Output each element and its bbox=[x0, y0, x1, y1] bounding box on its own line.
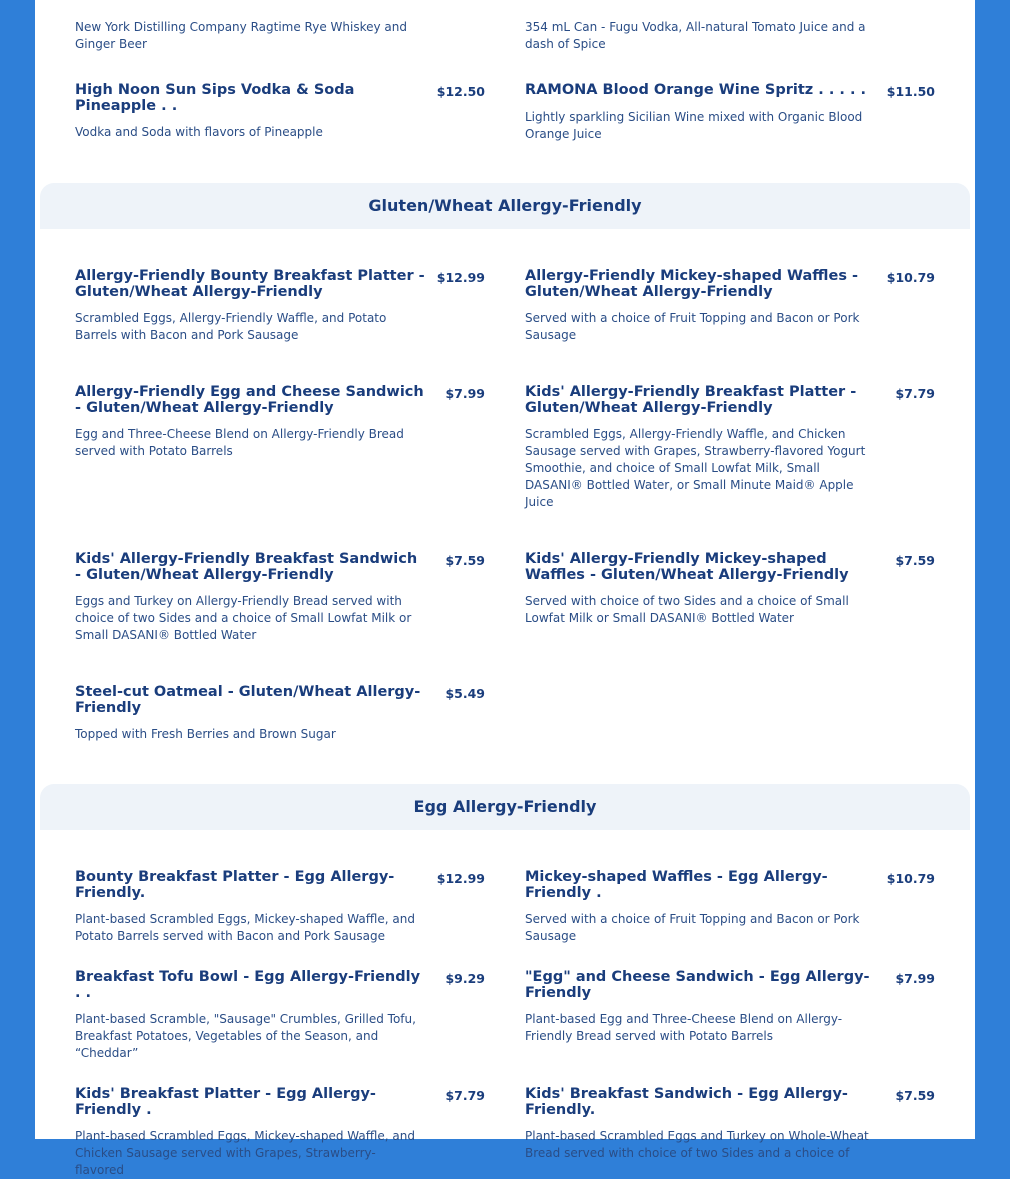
item-description: New York Distilling Company Ragtime Rye Whiskey and Ginger Beer bbox=[75, 20, 407, 51]
item-price: $7.79 bbox=[895, 386, 935, 401]
item-description: Plant-based Egg and Three-Cheese Blend on Allergy-Friendly Bread served with Potato Barrels bbox=[525, 1012, 843, 1043]
item-description: Served with a choice of Fruit Topping and Bacon or Pork Sausage bbox=[525, 912, 860, 943]
item-name: High Noon Sun Sips Vodka & Soda Pineapple . . bbox=[75, 82, 355, 114]
menu-item[interactable] bbox=[525, 268, 935, 344]
item-description: 354 mL Can - Fugu Vodka, All-natural Tomato Juice and a dash of Spice bbox=[525, 20, 866, 51]
item-description: Plant-based Scrambled Eggs, Mickey-shaped Waffle, and Potato Barrels served with Bacon and Pork Sausage bbox=[75, 912, 415, 943]
item-description: Egg and Three-Cheese Blend on Allergy-Friendly Bread served with Potato Barrels bbox=[75, 427, 404, 458]
item-price: $7.59 bbox=[895, 553, 935, 568]
item-name: Kids' Allergy-Friendly Breakfast Platter - Gluten/Wheat Allergy-Friendly bbox=[525, 384, 857, 416]
item-description: Scrambled Eggs, Allergy-Friendly Waffle, and Chicken Sausage served with Grapes, Strawberry-flavored Yogurt Smoothie, and choice of Small Lowfat Milk, Small DASANI® Bottled Water, or Small Minute Maid® Apple Juice bbox=[525, 427, 866, 509]
item-description: Scrambled Eggs, Allergy-Friendly Waffle, and Potato Barrels with Bacon and Pork Sausage bbox=[75, 311, 387, 342]
section-header-gluten: Gluten/Wheat Allergy-Friendly bbox=[40, 183, 970, 229]
item-name: Allergy-Friendly Bounty Breakfast Platter - Gluten/Wheat Allergy-Friendly bbox=[75, 268, 425, 300]
item-name: RAMONA Blood Orange Wine Spritz . . . . . bbox=[525, 82, 867, 98]
item-price: $7.59 bbox=[445, 553, 485, 568]
item-name: Allergy-Friendly Mickey-shaped Waffles - Gluten/Wheat Allergy-Friendly bbox=[525, 268, 859, 300]
menu-item[interactable] bbox=[525, 82, 935, 143]
item-price: $10.79 bbox=[886, 871, 935, 886]
item-price: $11.50 bbox=[886, 84, 935, 99]
menu-item[interactable] bbox=[75, 551, 485, 644]
item-price: $7.59 bbox=[895, 1088, 935, 1103]
item-description: Eggs and Turkey on Allergy-Friendly Bread served with choice of two Sides and a choice of Small Lowfat Milk or Small DASANI® Bottled Water bbox=[75, 594, 412, 642]
item-name: Kids' Breakfast Platter - Egg Allergy-Friendly . bbox=[75, 1086, 376, 1118]
item-description: Topped with Fresh Berries and Brown Sugar bbox=[75, 727, 336, 741]
item-name: "Egg" and Cheese Sandwich - Egg Allergy-Friendly bbox=[525, 969, 870, 1001]
item-price: $7.99 bbox=[895, 971, 935, 986]
item-price: $5.49 bbox=[445, 686, 485, 701]
menu-item[interactable] bbox=[75, 869, 485, 945]
item-name: Breakfast Tofu Bowl - Egg Allergy-Friendly . . bbox=[75, 969, 421, 1001]
menu-item[interactable] bbox=[525, 869, 935, 945]
item-description: Served with choice of two Sides and a choice of Small Lowfat Milk or Small DASANI® Bottled Water bbox=[525, 594, 849, 625]
item-name: Mickey-shaped Waffles - Egg Allergy-Friendly . bbox=[525, 869, 828, 901]
menu-item[interactable] bbox=[525, 969, 935, 1045]
item-price: $12.99 bbox=[436, 871, 485, 886]
item-name: Kids' Allergy-Friendly Mickey-shaped Waffles - Gluten/Wheat Allergy-Friendly bbox=[525, 551, 849, 583]
item-description: Plant-based Scrambled Eggs and Turkey on Whole-Wheat Bread served with choice of two Sides and a choice of bbox=[525, 1129, 869, 1160]
item-price: $7.79 bbox=[445, 1088, 485, 1103]
item-name: Allergy-Friendly Egg and Cheese Sandwich - Gluten/Wheat Allergy-Friendly bbox=[75, 384, 424, 416]
menu-item[interactable] bbox=[75, 969, 485, 1062]
menu-item[interactable] bbox=[525, 1086, 935, 1162]
item-description: Vodka and Soda with flavors of Pineapple bbox=[75, 125, 323, 139]
menu-item[interactable] bbox=[525, 384, 935, 511]
item-price: $9.29 bbox=[445, 971, 485, 986]
section-header-egg: Egg Allergy-Friendly bbox=[40, 784, 970, 830]
item-name: Steel-cut Oatmeal - Gluten/Wheat Allergy-Friendly bbox=[75, 684, 421, 716]
item-description: Lightly sparkling Sicilian Wine mixed with Organic Blood Orange Juice bbox=[525, 110, 863, 141]
item-name: Bounty Breakfast Platter - Egg Allergy-Friendly. bbox=[75, 869, 395, 901]
menu-card bbox=[35, 0, 975, 1177]
menu-item[interactable] bbox=[75, 384, 485, 460]
menu-item[interactable] bbox=[75, 82, 485, 141]
item-description: Plant-based Scramble, "Sausage" Crumbles, Grilled Tofu, Breakfast Potatoes, Vegetables of the Season, and “Cheddar” bbox=[75, 1012, 416, 1060]
menu-item[interactable] bbox=[75, 1086, 485, 1179]
item-price: $12.50 bbox=[436, 84, 485, 99]
menu-item[interactable] bbox=[525, 551, 935, 627]
item-price: $12.99 bbox=[436, 270, 485, 285]
menu-item[interactable] bbox=[525, 9, 935, 53]
item-price: $10.79 bbox=[886, 270, 935, 285]
item-name: Kids' Breakfast Sandwich - Egg Allergy-Friendly. bbox=[525, 1086, 848, 1118]
item-description: Served with a choice of Fruit Topping and Bacon or Pork Sausage bbox=[525, 311, 860, 342]
item-name: Kids' Allergy-Friendly Breakfast Sandwich - Gluten/Wheat Allergy-Friendly bbox=[75, 551, 418, 583]
item-price: $7.99 bbox=[445, 386, 485, 401]
menu-item[interactable] bbox=[75, 9, 485, 53]
menu-item[interactable] bbox=[75, 684, 485, 743]
menu-item[interactable] bbox=[75, 268, 485, 344]
item-description: Plant-based Scrambled Eggs, Mickey-shaped Waffle, and Chicken Sausage served with Grapes, Strawberry-flavored bbox=[75, 1129, 415, 1177]
